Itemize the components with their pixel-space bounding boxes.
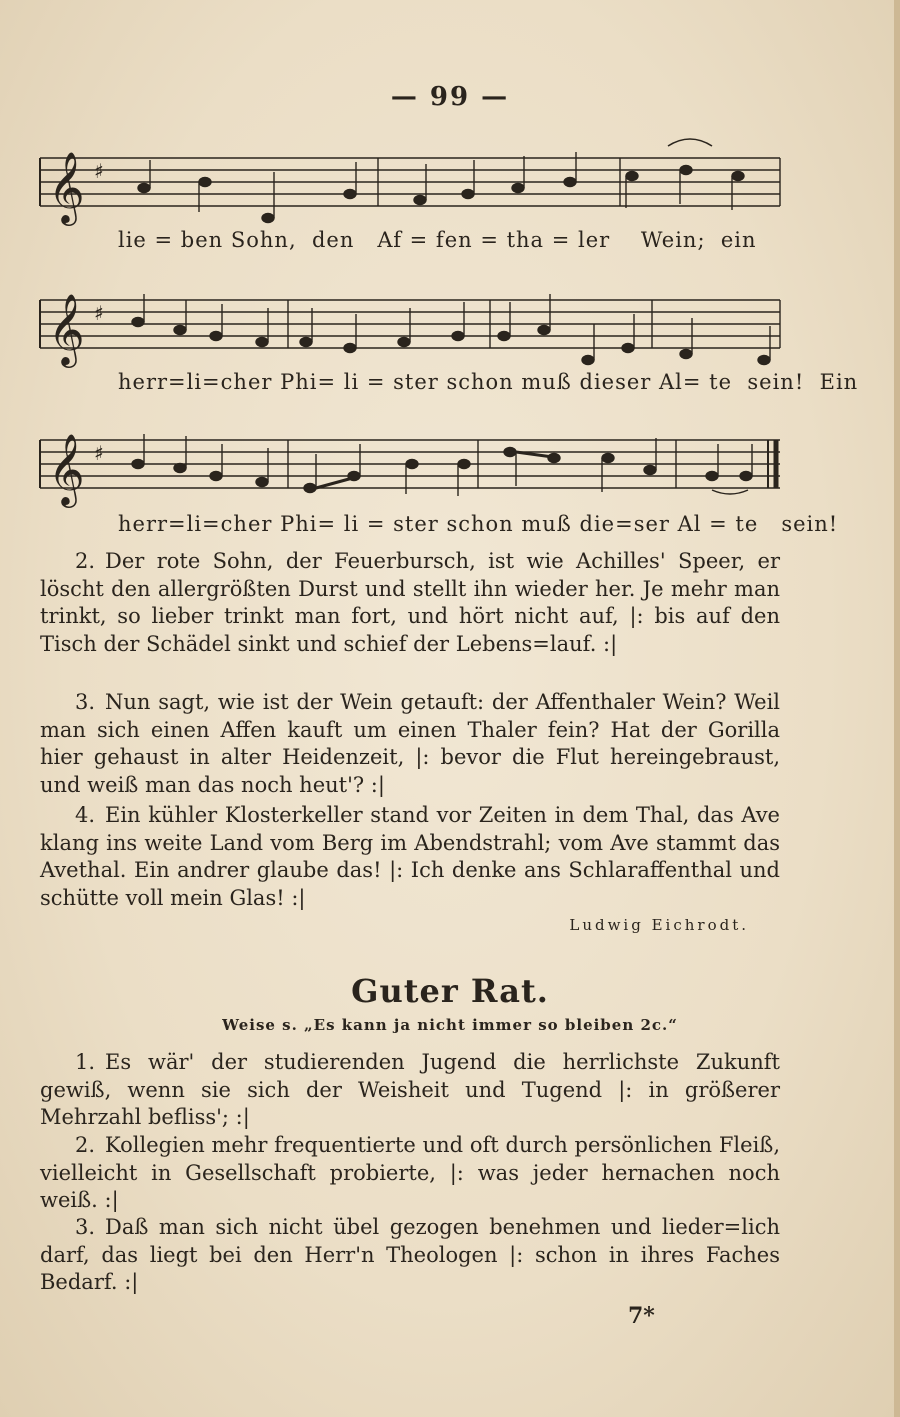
svg-text:♯: ♯	[94, 301, 104, 325]
verse-text: Kollegien mehr frequentierte und oft durch persönlichen Fleiß, vielleicht in Gesellschaft probierte, |: was jeder hernachen noch weiß. :|	[40, 1133, 780, 1212]
verse-text: Nun sagt, wie ist der Wein getauft: der Affenthaler Wein? Weil man sich einen Affen kauft um einen Thaler fein? Hat der Gorilla hier gehaust in alter Heidenzeit, |: bevor die Flut hereingebraust, und weiß man das noch heut'? :|	[40, 690, 780, 797]
music-staff-3	[40, 432, 782, 505]
verse-text: Es wär' der studierenden Jugend die herrlichste Zukunft gewiß, wenn sie sich der Weisheit und Tugend |: in größerer Mehrzahl befliss'; :|	[40, 1050, 780, 1129]
poem-verse-3	[40, 1214, 780, 1297]
verse-number: 3.	[74, 1215, 95, 1239]
melody-note: Weise s. „Es kann ja nicht immer so bleiben 2c.“	[222, 1016, 678, 1034]
poem-verse-2	[40, 1132, 780, 1215]
lyric-line-2: herr=li=cher Phi= li = ster schon muß dieser Al= te sein! Ein	[118, 370, 859, 394]
svg-text:♯: ♯	[94, 441, 104, 465]
verse-text: Der rote Sohn, der Feuerbursch, ist wie Achilles' Speer, er löscht den allergrößten Durst und stellt ihn wieder her. Je mehr man trinkt, so lieber trinkt man fort, und hört nicht auf, |: bis auf den Tisch der Schädel sinkt und schief der Lebens=lauf. :|	[40, 549, 780, 656]
page-number: — 99 —	[390, 82, 510, 112]
music-staff-2	[40, 292, 782, 365]
svg-text:𝄞: 𝄞	[48, 432, 85, 505]
verse-number: 3.	[74, 690, 95, 714]
song-author: Ludwig Eichrodt.	[569, 916, 749, 934]
verse-2	[40, 548, 780, 658]
verse-4	[40, 802, 780, 912]
poem-title: Guter Rat.	[351, 972, 549, 1010]
verse-number: 2.	[74, 1133, 95, 1157]
verse-number: 2.	[74, 549, 95, 573]
verse-text: Ein kühler Klosterkeller stand vor Zeiten in dem Thal, das Ave klang ins weite Land vom Berg im Abendstrahl; vom Ave stammt das Avethal. Ein andrer glaube das! |: Ich denke ans Schlaraffenthal und schütte voll mein Glas! :|	[40, 803, 780, 910]
svg-text:𝄞: 𝄞	[48, 292, 85, 365]
verse-number: 4.	[74, 803, 95, 827]
lyric-line-1: lie = ben Sohn, den Af = fen = tha = ler Wein; ein	[118, 228, 757, 252]
verse-number: 1.	[74, 1050, 95, 1074]
svg-text:♯: ♯	[94, 159, 104, 183]
lyric-line-3: herr=li=cher Phi= li = ster schon muß die=ser Al = te sein!	[118, 512, 839, 536]
signature-mark: 7*	[628, 1303, 655, 1329]
svg-text:𝄞: 𝄞	[48, 150, 85, 223]
verse-3	[40, 689, 780, 799]
music-staff-1	[40, 150, 782, 223]
staff-notation-3	[40, 434, 782, 524]
poem-verse-1	[40, 1049, 780, 1132]
verse-text: Daß man sich nicht übel gezogen benehmen und lieder=lich darf, das liegt bei den Herr'n Theologen |: schon in ihres Faches Bedarf. :|	[40, 1215, 780, 1294]
